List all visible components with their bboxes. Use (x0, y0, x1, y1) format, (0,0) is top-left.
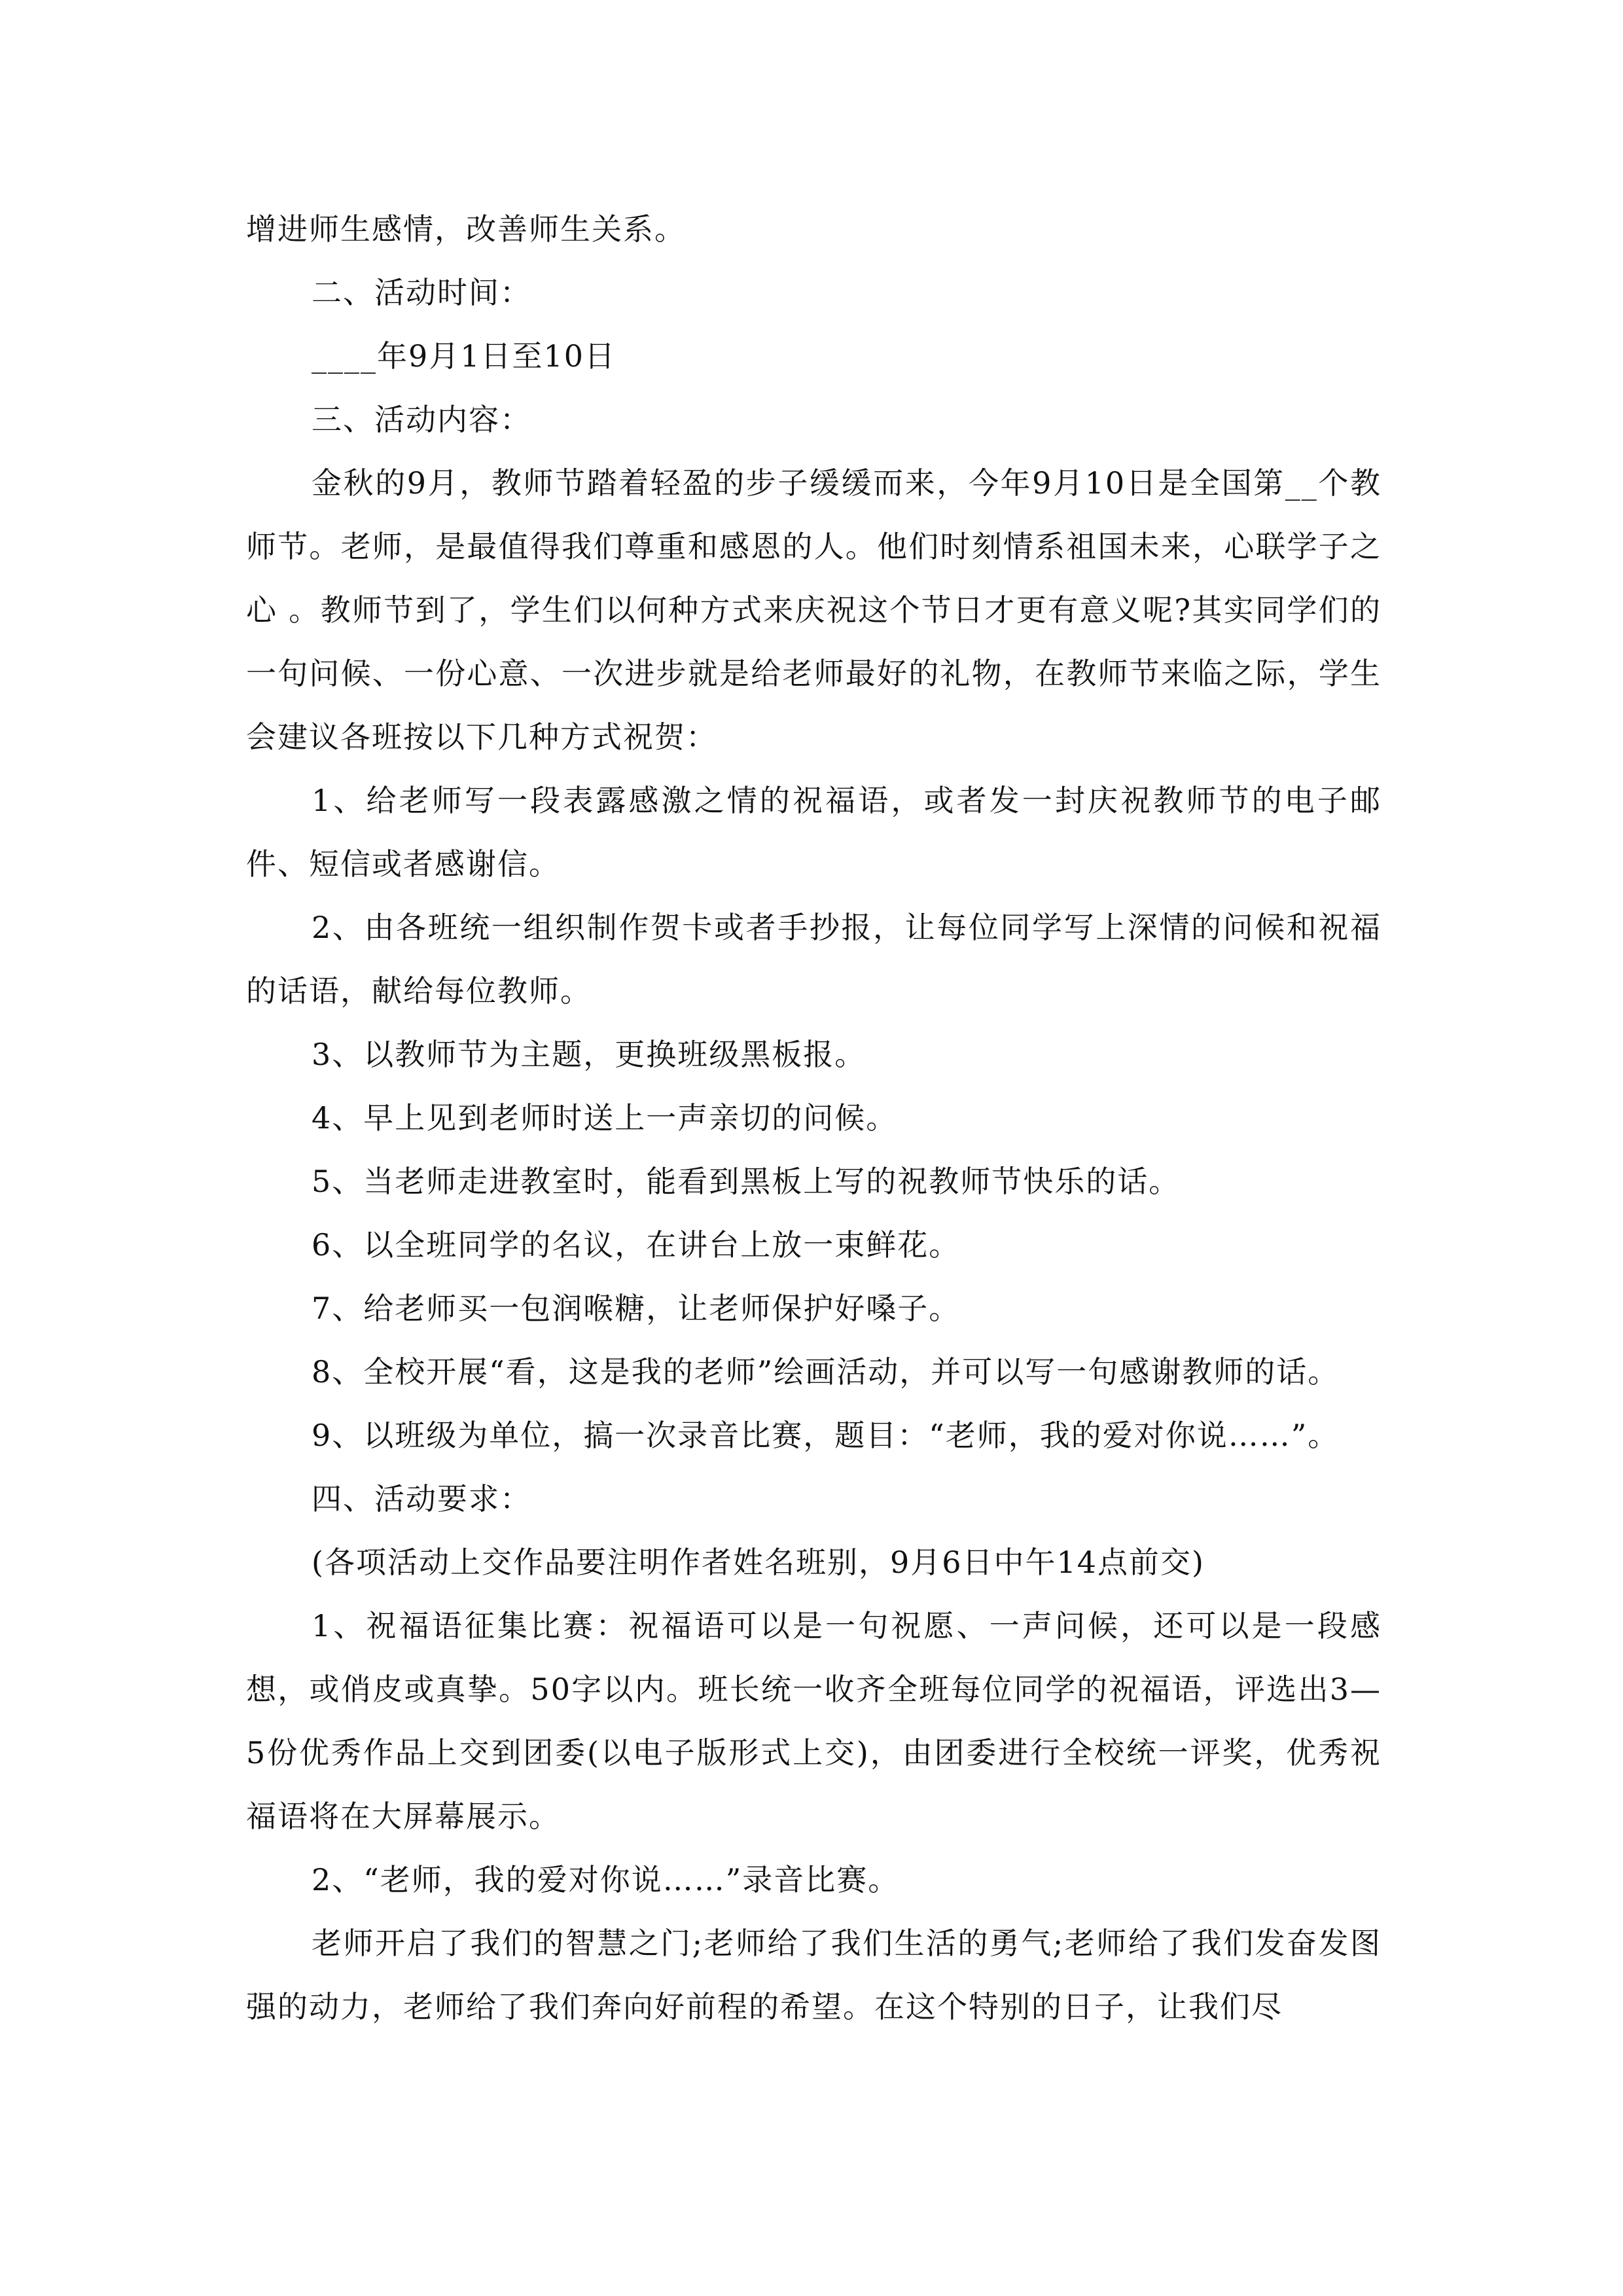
requirement-item-1: 1、祝福语征集比赛：祝福语可以是一句祝愿、一声问候，还可以是一段感想，或俏皮或真挚。50字以内。班长统一收齐全班每位同学的祝福语，评选出3—5份优秀作品上交到团委(以电子版形式上交)，由团委进行全校统一评奖，优秀祝福语将在大屏幕展示。 (246, 1608, 1382, 1834)
paragraph-intro-continued: 增进师生感情，改善师生关系。 (246, 211, 686, 247)
list-item-7: 7、给老师买一包润喉糖，让老师保护好嗓子。 (312, 1291, 961, 1326)
list-item-5: 5、当老师走进教室时，能看到黑板上写的祝教师节快乐的话。 (312, 1164, 1181, 1199)
list-item-9: 9、以班级为单位，搞一次录音比赛，题目：“老师，我的爱对你说……”。 (312, 1418, 1340, 1453)
section-heading-activity-content: 三、活动内容： (312, 402, 531, 437)
requirement-item-2: 2、“老师，我的爱对你说……”录音比赛。 (312, 1862, 900, 1897)
list-item-2: 2、由各班统一组织制作贺卡或者手抄报，让每位同学写上深情的问候和祝福的话语，献给每位教师。 (246, 910, 1382, 1009)
section-heading-activity-time: 二、活动时间： (312, 275, 531, 310)
list-item-3: 3、以教师节为主题，更换班级黑板报。 (312, 1037, 866, 1072)
paragraph-activity-content: 金秋的9月，教师节踏着轻盈的步子缓缓而来，今年9月10日是全国第__个教师节。老师，是最值得我们尊重和感恩的人。他们时刻情系祖国未来，心联学子之心 。教师节到了，学生们以何种方式来庆祝这个节日才更有意义呢?其实同学们的一句问候、一份心意、一次进步就是给老师最好的礼物，在教师节来临之际，学生会建议各班按以下几种方式祝贺： (246, 465, 1382, 755)
activity-date: ____年9月1日至10日 (312, 338, 616, 374)
list-item-4: 4、早上见到老师时送上一声亲切的问候。 (312, 1100, 898, 1136)
list-item-6: 6、以全班同学的名议，在讲台上放一束鲜花。 (312, 1227, 961, 1263)
document-body (246, 198, 1382, 2039)
section-heading-activity-requirements: 四、活动要求： (312, 1481, 531, 1516)
requirements-note: (各项活动上交作品要注明作者姓名班别，9月6日中午14点前交) (312, 1545, 1205, 1580)
paragraph-closing: 老师开启了我们的智慧之门;老师给了我们生活的勇气;老师给了我们发奋发图强的动力，老师给了我们奔向好前程的希望。在这个特别的日子，让我们尽 (246, 1926, 1382, 2024)
list-item-8: 8、全校开展“看，这是我的老师”绘画活动，并可以写一句感谢教师的话。 (312, 1354, 1340, 1390)
list-item-1: 1、给老师写一段表露感激之情的祝福语，或者发一封庆祝教师节的电子邮件、短信或者感谢信。 (246, 783, 1382, 882)
